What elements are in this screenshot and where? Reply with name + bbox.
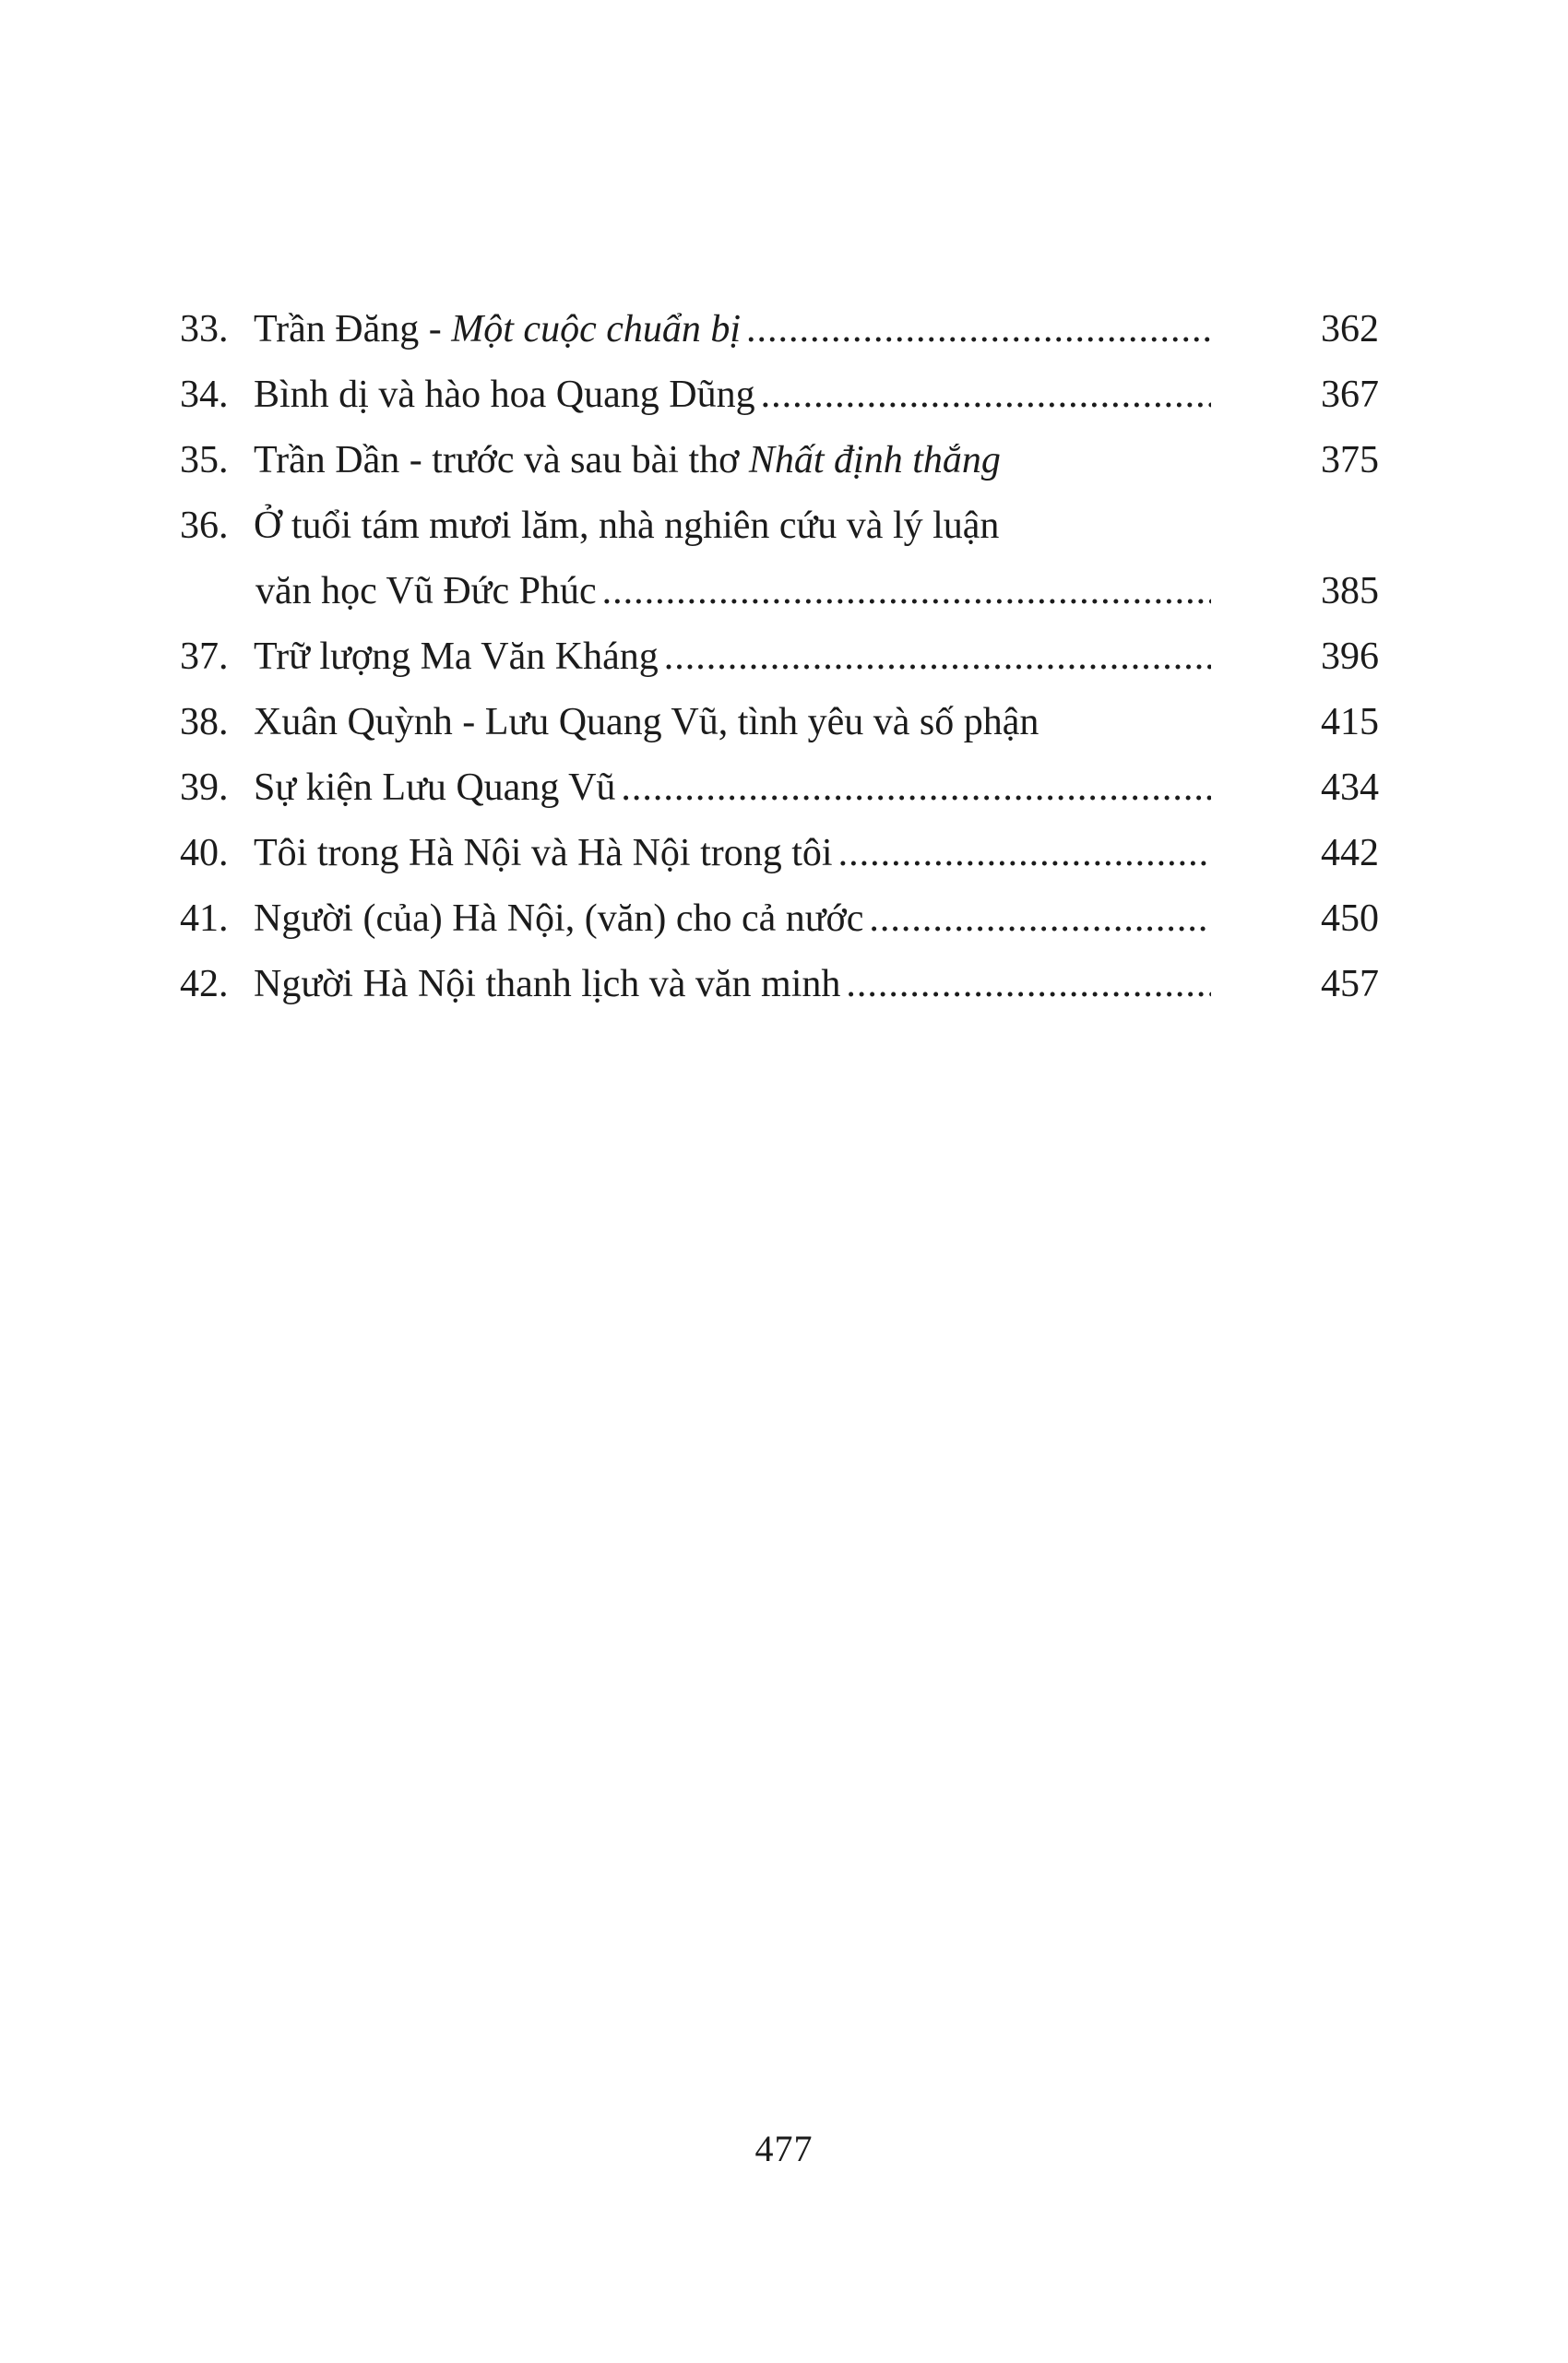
entry-page-number: 450 [1321,897,1379,940]
entry-title-continuation: văn học Vũ Đức Phúc [255,570,597,612]
entry-title: Xuân Quỳnh - Lưu Quang Vũ, tình yêu và số phận [254,701,1039,743]
entry-number: 41. [180,897,229,940]
entry-title: Ở tuổi tám mươi lăm, nhà nghiên cứu và lý luận [254,505,1000,547]
entry-title: Trữ lượng Ma Văn Kháng [254,635,659,678]
entry-number: 40. [180,832,229,874]
dot-leader [869,886,1211,952]
entry-title-row [254,755,1211,821]
toc-entry [180,428,1379,493]
entry-title-plain: Trần Đăng - [254,308,452,350]
toc-entry [180,821,1379,886]
dot-leader [746,297,1211,362]
entry-title: Bình dị và hào hoa Quang Dũng [254,374,755,416]
entry-title-row [254,297,1211,362]
entry-number: 37. [180,635,229,678]
entry-number: 34. [180,374,229,416]
entry-page-number: 396 [1321,635,1379,678]
entry-title [254,297,741,362]
entry-title-row [254,952,1211,1017]
entry-page-number: 434 [1321,766,1379,809]
toc-entry [180,886,1379,952]
entry-title: Tôi trong Hà Nội và Hà Nội trong tôi [254,832,833,874]
toc-entry [180,952,1379,1017]
dot-leader [838,821,1211,886]
entry-page-number: 442 [1321,832,1379,874]
toc-entry [180,493,1379,624]
entry-title-row [254,428,1211,493]
entry-title-row [254,821,1211,886]
toc-entry [180,624,1379,690]
entry-title-continuation-row [255,559,1211,624]
toc-entry [180,362,1379,428]
entry-number: 38. [180,701,229,743]
dot-leader [621,755,1211,821]
entry-title [254,428,1001,493]
entry-number: 36. [180,505,229,547]
entry-title-plain: Trần Dần - trước và sau bài thơ [254,439,749,481]
entry-title: Người Hà Nội thanh lịch và văn minh [254,963,841,1005]
toc-entry [180,297,1379,362]
dot-leader [664,624,1211,690]
entry-title-italic: Một cuộc chuẩn bị [451,308,742,350]
toc-entry [180,690,1379,755]
entry-title-row [254,886,1211,952]
entry-title-row [254,690,1211,755]
page-number: 477 [754,2128,814,2169]
entry-number: 39. [180,766,229,809]
dot-leader [761,362,1211,428]
entry-page-number: 367 [1321,374,1379,416]
entry-title: Người (của) Hà Nội, (văn) cho cả nước [254,897,864,940]
entry-page-number: 457 [1321,963,1379,1005]
entry-page-number: 385 [1321,570,1379,612]
entry-number: 42. [180,963,229,1005]
entry-title-row [254,493,1211,559]
entry-page-number: 362 [1321,308,1379,350]
entry-title-row [254,362,1211,428]
entry-title-row [254,624,1211,690]
entry-title-italic: Nhất định thắng [748,439,1001,481]
table-of-contents [180,297,1379,1017]
toc-entry [180,755,1379,821]
dot-leader [846,952,1211,1017]
dot-leader [602,559,1211,624]
entry-page-number: 375 [1321,439,1379,481]
entry-title: Sự kiện Lưu Quang Vũ [254,766,616,809]
entry-number: 33. [180,308,229,350]
entry-number: 35. [180,439,229,481]
entry-page-number: 415 [1321,701,1379,743]
